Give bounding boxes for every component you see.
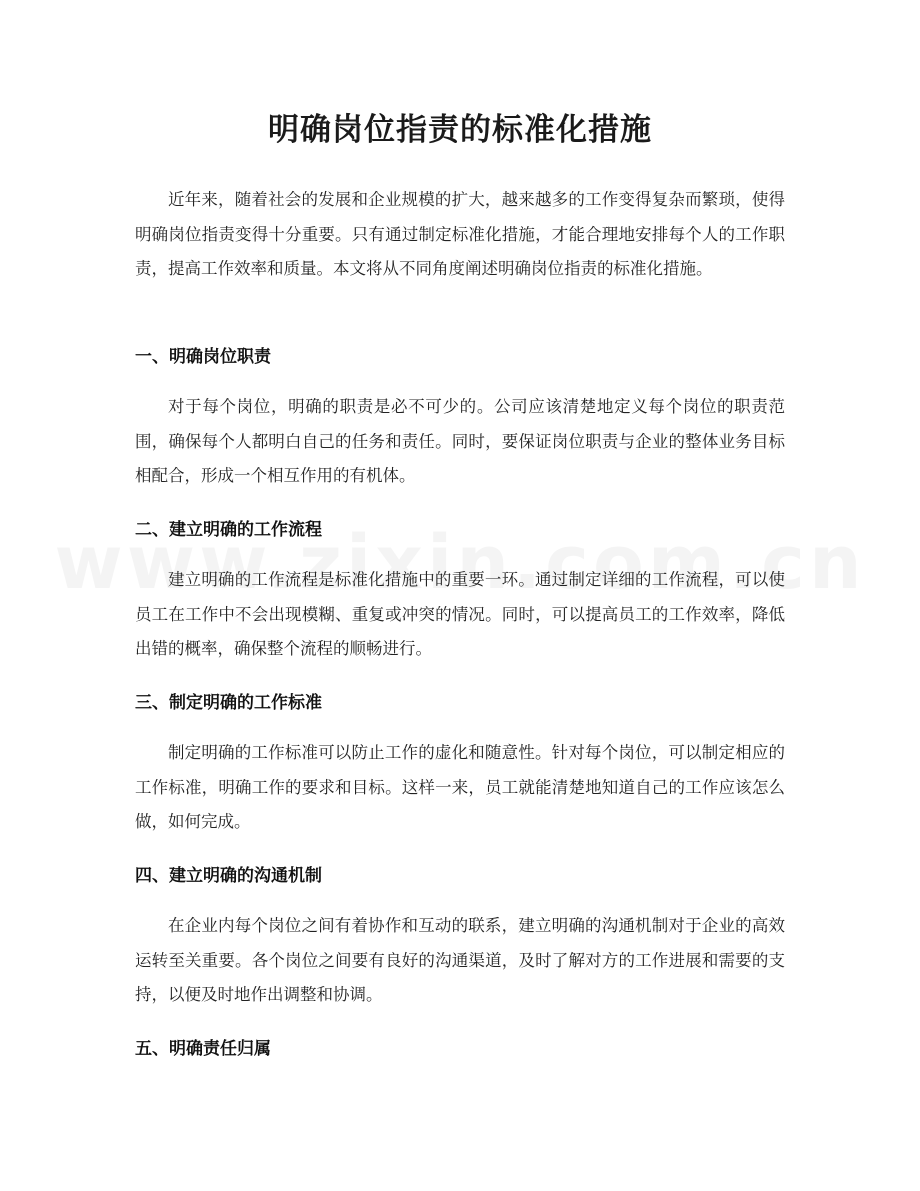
section-1-heading: 一、明确岗位职责 bbox=[135, 347, 271, 367]
section-2-paragraph: 建立明确的工作流程是标准化措施中的重要一环。通过制定详细的工作流程，可以使员工在工作中不会出现模糊、重复或冲突的情况。同时，可以提高员工的工作效率，降低出错的概率，确保整个流程的顺畅进行。 bbox=[135, 570, 785, 659]
section-1-paragraph: 对于每个岗位，明确的职责是必不可少的。公司应该清楚地定义每个岗位的职责范围，确保每个人都明白自己的任务和责任。同时，要保证岗位职责与企业的整体业务目标相配合，形成一个相互作用的有机体。 bbox=[135, 397, 785, 486]
section-2-heading: 二、建立明确的工作流程 bbox=[135, 520, 322, 540]
section-5-heading: 五、明确责任归属 bbox=[135, 1039, 271, 1059]
section-3-heading: 三、制定明确的工作标准 bbox=[135, 693, 322, 713]
intro-paragraph: 近年来，随着社会的发展和企业规模的扩大，越来越多的工作变得复杂而繁琐，使得明确岗位指责变得十分重要。只有通过制定标准化措施，才能合理地安排每个人的工作职责，提高工作效率和质量。本文将从不同角度阐述明确岗位指责的标准化措施。 bbox=[135, 190, 785, 279]
document-title: 明确岗位指责的标准化措施 bbox=[268, 112, 652, 148]
section-3-paragraph: 制定明确的工作标准可以防止工作的虚化和随意性。针对每个岗位，可以制定相应的工作标准，明确工作的要求和目标。这样一来，员工就能清楚地知道自己的工作应该怎么做，如何完成。 bbox=[135, 743, 785, 832]
section-4-heading: 四、建立明确的沟通机制 bbox=[135, 866, 322, 886]
section-4-paragraph: 在企业内每个岗位之间有着协作和互动的联系，建立明确的沟通机制对于企业的高效运转至关重要。各个岗位之间要有良好的沟通渠道，及时了解对方的工作进展和需要的支持，以便及时地作出调整和协调。 bbox=[135, 916, 785, 1005]
